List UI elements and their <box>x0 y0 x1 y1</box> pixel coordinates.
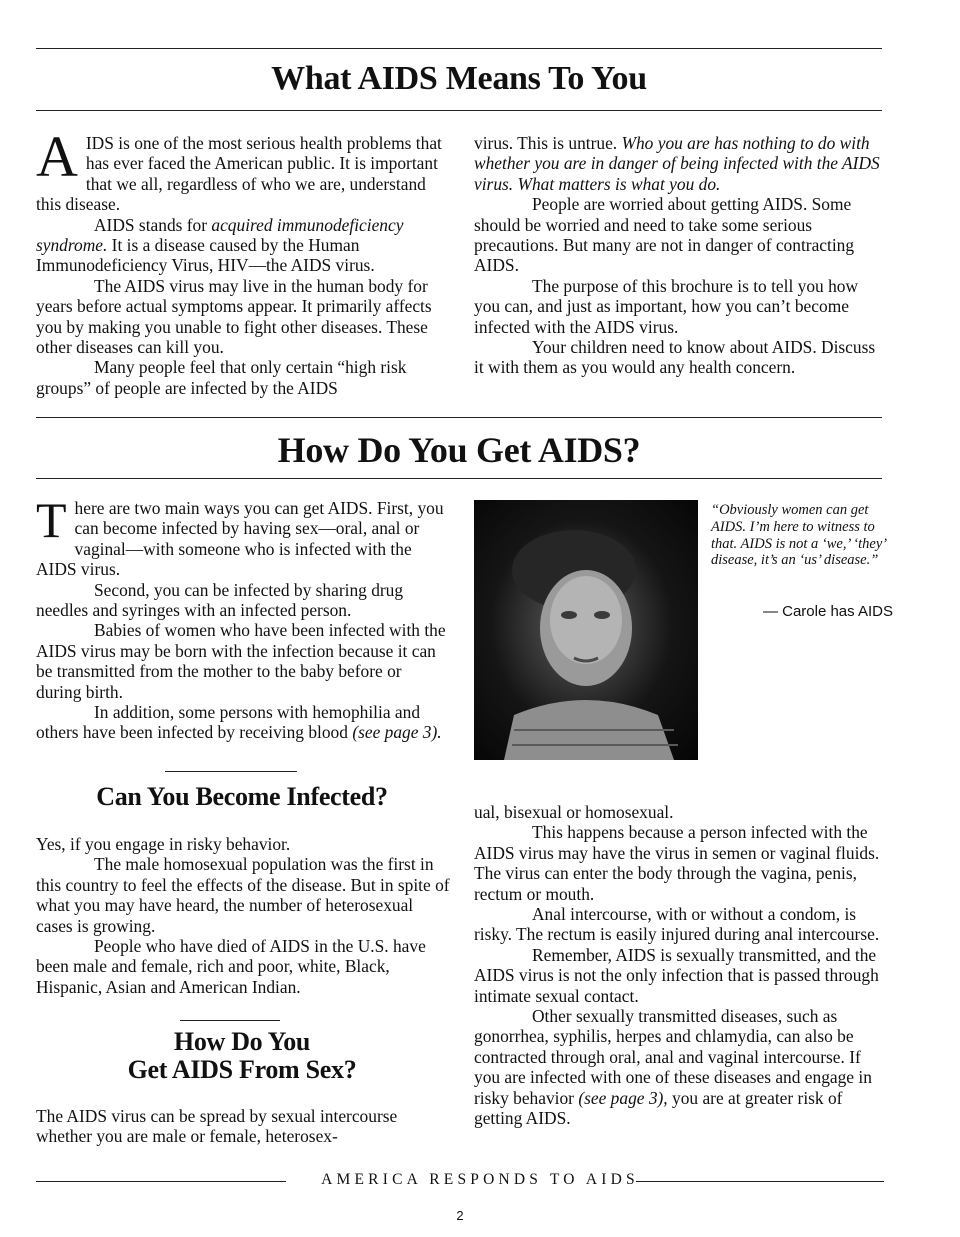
section4-left-column <box>36 1106 448 1147</box>
section-title-how-do-you-get-aids: How Do You Get AIDS? <box>277 430 641 470</box>
paragraph: Second, you can be infected by sharing drug needles and syringes with an infected person. <box>36 579 404 621</box>
section-title-what-aids-means: What AIDS Means To You <box>271 60 647 97</box>
dropcap-t: T <box>36 492 67 548</box>
dropcap-a: A <box>36 124 78 189</box>
title-line: Get AIDS From Sex? <box>127 1055 357 1084</box>
paragraph: virus. This is untrue. Who you are has nothing to do with whether you are in danger of being infected with the AIDS virus. What matters is what you do. <box>474 133 880 194</box>
title-underline-1 <box>36 110 882 111</box>
paragraph: Babies of women who have been infected with the AIDS virus may be born with the infection because it can be transmitted from the mother to the baby before or during birth. <box>36 620 446 702</box>
section-rule-2 <box>36 417 882 418</box>
short-rule-4 <box>180 1020 280 1021</box>
paragraph: Your children need to know about AIDS. Discuss it with them as you would any health concern. <box>474 337 876 378</box>
paragraph: In addition, some persons with hemophilia and others have been infected by receiving blood (see page 3). <box>36 702 442 743</box>
paragraph: The purpose of this brochure is to tell you how you can, and just as important, how you can’t become infected with the AIDS virus. <box>474 275 859 337</box>
portrait-photo <box>474 500 698 760</box>
paragraph: People are worried about getting AIDS. Some should be worried and need to take some serious precautions. But many are not in danger of contracting AIDS. <box>474 194 855 276</box>
paragraph: Remember, AIDS is sexually transmitted, and the AIDS virus is not the only infection that is passed through intimate sexual contact. <box>474 944 879 1006</box>
paragraph: The AIDS virus can be spread by sexual intercourse whether you are male or female, heterosex- <box>36 1106 398 1147</box>
footer-title: AMERICA RESPONDS TO AIDS <box>321 1171 639 1188</box>
paragraph: Other sexually transmitted diseases, such as gonorrhea, syphilis, herpes and chlamydia, can also be contracted through oral, anal and vaginal intercourse. If you are infected with one of these diseases and engage in risky behavior (see page 3), you are at greater risk of getting AIDS. <box>474 1006 872 1129</box>
section1-right-column <box>474 133 884 378</box>
section2-left-column <box>36 492 448 743</box>
paragraph: IDS is one of the most serious health problems that has ever faced the American public. It is important that we all, regardless of who we are, understand this disease. <box>36 133 442 215</box>
top-rule <box>36 48 882 49</box>
title-line: How Do You <box>173 1027 311 1056</box>
paragraph: here are two main ways you can get AIDS. First, you can become infected by having sex—oral, anal or vaginal—with someone who is infected with the AIDS virus. <box>36 498 444 580</box>
section-title-can-you-become-infected: Can You Become Infected? <box>96 782 388 811</box>
section4-right-column <box>474 802 884 1129</box>
paragraph: This happens because a person infected with the AIDS virus may have the virus in semen or vaginal fluids. The virus can enter the body through the vagina, penis, rectum or mouth. <box>474 822 880 904</box>
title-underline-2 <box>36 478 882 479</box>
footer-rule-right <box>636 1181 884 1182</box>
quote-attribution: — Carole has AIDS <box>762 603 893 620</box>
paragraph: The male homosexual population was the first in this country to feel the effects of the disease. But in spite of what you may have heard, the number of heterosexual cases is growing. <box>36 854 450 936</box>
short-rule-3 <box>165 771 297 772</box>
paragraph: Many people feel that only certain “high risk groups” of people are infected by the AIDS <box>36 357 407 398</box>
paragraph: Anal intercourse, with or without a condom, is risky. The rectum is easily injured during anal intercourse. <box>474 904 880 945</box>
page-number: 2 <box>456 1208 464 1223</box>
paragraph: AIDS stands for acquired immunodeficiency syndrome. It is a disease caused by the Human Immunodeficiency Virus, HIV—the AIDS virus. <box>36 214 404 276</box>
paragraph: People who have died of AIDS in the U.S. have been male and female, rich and poor, white, Black, Hispanic, Asian and American Indian. <box>36 936 426 997</box>
portrait-icon <box>474 500 698 760</box>
paragraph: Yes, if you engage in risky behavior. <box>36 834 291 854</box>
pull-quote: “Obviously women can get AIDS. I’m here to witness to that. AIDS is not a ‘we,’ ‘they’ disease, it’s an ‘us’ disease.” <box>711 502 886 569</box>
paragraph: ual, bisexual or homosexual. <box>474 802 674 822</box>
section-title-how-get-aids-from-sex <box>36 1028 448 1084</box>
section3-left-column <box>36 834 450 997</box>
section1-left-column <box>36 124 446 398</box>
paragraph: The AIDS virus may live in the human body for years before actual symptoms appear. It primarily affects you by making you unable to fight other diseases. These other diseases can kill you. <box>36 275 432 358</box>
